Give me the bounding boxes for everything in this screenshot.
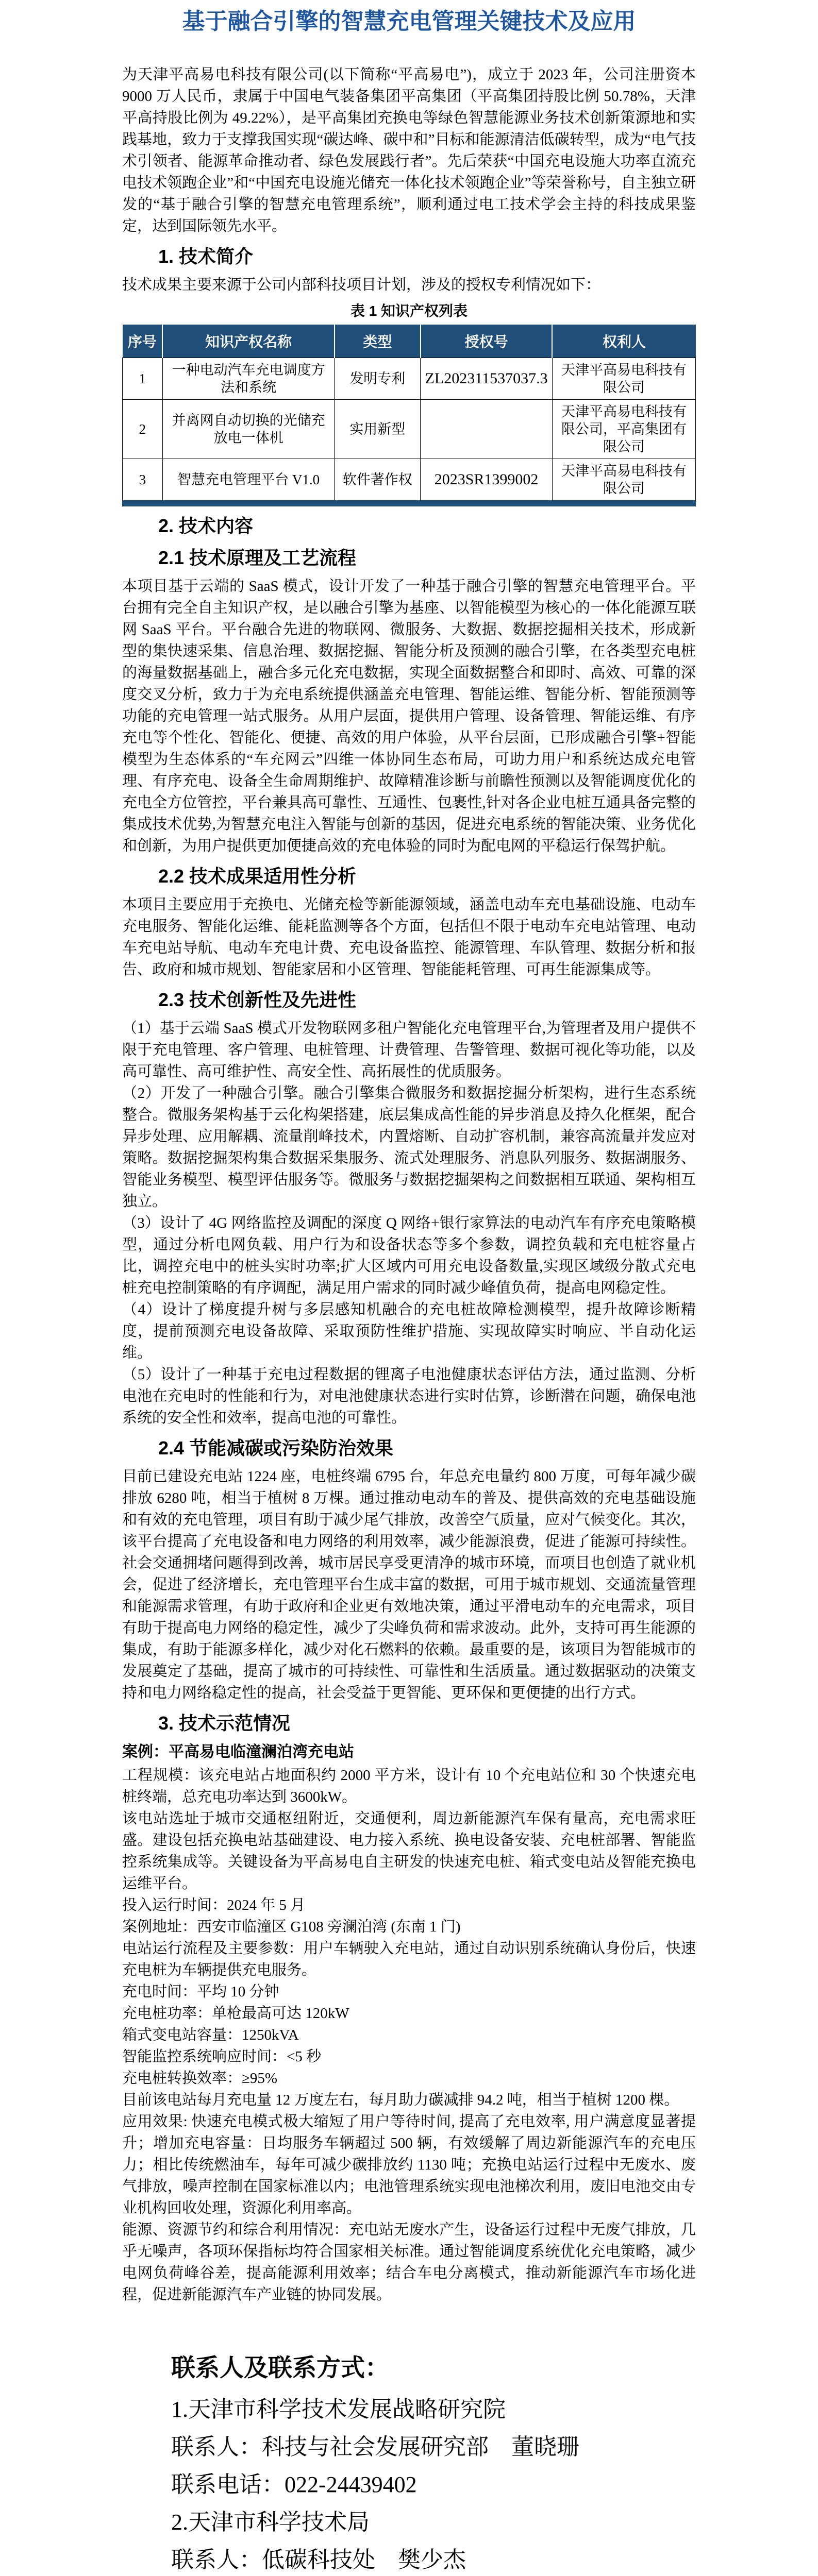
col-header-ip-name: 知识产权名称	[162, 325, 335, 358]
cell-ip-name: 并离网自动切换的光储充放电一体机	[162, 400, 335, 459]
section-2-heading: 2. 技术内容	[158, 515, 254, 536]
col-header-type: 类型	[335, 325, 421, 358]
cell-grant-no: 2023SR1399002	[421, 459, 553, 504]
table-header-row	[123, 325, 696, 358]
col-header-owner: 权利人	[552, 325, 695, 358]
case-title: 案例：平高易电临潼澜泊湾充电站	[122, 1743, 354, 1760]
section-2-2-heading: 2.2 技术成果适用性分析	[158, 866, 357, 887]
case-paragraph-application-effect: 应用效果: 快速充电模式极大缩短了用户等待时间, 提高了充电效率, 用户满意度显著提升；增加充电容量：日均服务车辆超过 500 辆，有效缓解了周边新能源汽车的充电压力；相比传统燃油车，每年可减少碳排放约 1130 吨；充换电站运行过程中无废水、废气排放，噪声控制在国家标准以内；电池管理系统实现电池梯次利用，废旧电池交由专业机构回收处理，资源化利用率高。	[122, 2113, 696, 2216]
cell-index: 2	[123, 400, 163, 459]
contact-phone-1: 联系电话：022-24439402	[171, 2472, 417, 2497]
innovation-item-1: （1）基于云端 SaaS 模式开发物联网多租户智能化充电管理平台,为管理者及用户提供不限于充电管理、客户管理、电桩管理、计费管理、告警管理、数据可视化等功能，以及高可靠性、高可维护性、高安全性、高拓展性的优质服务。	[122, 1020, 696, 1080]
section-2-4-heading: 2.4 节能减碳或污染防治效果	[158, 1437, 394, 1459]
case-paragraph-pile-power: 充电桩功率：单枪最高可达 120kW	[122, 2005, 349, 2022]
contact-section	[122, 2349, 696, 2576]
case-paragraph-resource-saving: 能源、资源节约和综合利用情况：充电站无废水产生，设备运行过程中无废气排放，几乎无噪声，各项环保指标均符合国家相关标准。通过智能调度系统优化充电策略，减少电网负荷峰谷差，提高能源利用效率；结合车电分离模式，推动新能源汽车市场化进程，促进新能源汽车产业链的协同发展。	[122, 2222, 696, 2303]
cell-grant-no	[421, 400, 553, 459]
section-2-1-heading: 2.1 技术原理及工艺流程	[158, 547, 357, 568]
section-1-lead: 技术成果主要来源于公司内部科技项目计划，涉及的授权专利情况如下：	[122, 277, 601, 293]
table-caption: 表 1 知识产权列表	[350, 303, 468, 319]
ip-rights-table	[122, 325, 696, 506]
cell-owner: 天津平高易电科技有限公司	[552, 459, 695, 504]
case-paragraph-monthly-stats: 目前该电站每月充电量 12 万度左右，每月助力碳减排 94.2 吨，相当于植树 1200 棵。	[122, 2092, 679, 2108]
innovation-item-4: （4）设计了梯度提升树与多层感知机融合的充电桩故障检测模型，提升故障诊断精度，提前预测充电设备故障、采取预防性维护措施、实现故障实时响应、半自动化运维。	[122, 1301, 696, 1361]
section-2-3-heading: 2.3 技术创新性及先进性	[158, 989, 357, 1010]
case-paragraph-charge-time: 充电时间：平均 10 分钟	[122, 1984, 279, 2000]
section-1-heading: 1. 技术简介	[158, 246, 254, 267]
table-row	[123, 400, 696, 459]
cell-ip-name: 智慧充电管理平台 V1.0	[162, 459, 335, 504]
case-paragraph-monitor-response: 智能监控系统响应时间：<5 秒	[122, 2048, 322, 2065]
contact-org-2: 2.天津市科学技术局	[171, 2510, 370, 2535]
cell-index: 1	[123, 358, 163, 400]
section-2-4-body: 目前已建设充电站 1224 座，电桩终端 6795 台，年总充电量约 800 万度，可每年减少碳排放 6280 吨，相当于植树 8 万棵。通过推动电动车的普及、提供高效的充电基础设施和有效的充电管理，项目有助于减少尾气排放，改善空气质量，应对气候变化。其次，该平台提高了充电设备和电力网络的利用效率，减少能源浪费，促进了能源可持续性。社会交通拥堵问题得到改善，城市居民享受更清净的城市环境，而项目也创造了就业机会，促进了经济增长，充电管理平台生成丰富的数据，可用于城市规划、交通流量管理和能源需求管理，有助于政府和企业更有效地决策，通过平滑电动车的充电需求，项目有助于提高电力网络的稳定性，减少了尖峰负荷和需求波动。此外，支持可再生能源的集成，有助于能源多样化，减少对化石燃料的依赖。最重要的是，该项目为智能城市的发展奠定了基础，提高了城市的可持续性、可靠性和生活质量。通过数据驱动的决策支持和电力网络稳定性的提高，社会受益于更智能、更环保和更便捷的出行方式。	[122, 1468, 696, 1701]
innovation-item-5: （5）设计了一种基于充电过程数据的锂离子电池健康状态评估方法，通过监测、分析电池在充电时的性能和行为，对电池健康状态进行实时估算，诊断潜在问题，确保电池系统的安全性和效率，提高电池的可靠性。	[122, 1366, 696, 1426]
cell-owner: 天津平高易电科技有限公司	[552, 358, 695, 400]
contact-person-1: 联系人：科技与社会发展研究部 董晓珊	[171, 2434, 579, 2460]
case-paragraph-efficiency: 充电桩转换效率：≥95%	[122, 2070, 278, 2087]
innovation-item-3: （3）设计了 4G 网络监控及调配的深度 Q 网络+银行家算法的电动汽车有序充电策略模型，通过分析电网负载、用户行为和设备状态等多个参数，调控负载和充电桩容量占比，调控充电中的桩头实时功率;扩大区域内可用充电设备数量,实现区域级分散式充电桩充电控制策略的有序调配，满足用户需求的同时减少峰值负荷，提高电网稳定性。	[122, 1215, 696, 1296]
table-row	[123, 459, 696, 504]
case-paragraph-siting: 该电站选址于城市交通枢纽附近，交通便利，周边新能源汽车保有量高，充电需求旺盛。建设包括充换电站基础建设、电力接入系统、换电设备安装、充电桩部署、智能监控系统集成等。关键设备为平高易电自主研发的快速充电桩、箱式变电站及智能充换电运维平台。	[122, 1810, 696, 1892]
cell-type: 发明专利	[335, 358, 421, 400]
case-paragraph-address: 案例地址：西安市临潼区 G108 旁澜泊湾 (东南 1 门)	[122, 1919, 461, 1935]
section-3-heading: 3. 技术示范情况	[158, 1713, 291, 1734]
section-2-1-body: 本项目基于云端的 SaaS 模式，设计开发了一种基于融合引擎的智慧充电管理平台。平台拥有完全自主知识产权，是以融合引擎为基座、以智能模型为核心的一体化能源互联网 SaaS 平台。平台融合先进的物联网、微服务、大数据、数据挖掘相关技术，形成新型的集快速采集、信息治理、数据挖掘、智能分析及预测的融合引擎，在各类型充电桩的海量数据基础上，融合多元化充电数据，实现全面数据整合和即时、高效、可靠的深度交叉分析，致力于为充电系统提供涵盖充电管理、智能运维、智能分析、智能预测等功能的充电管理一站式服务。从用户层面，提供用户管理、设备管理、智能运维、有序充电等个性化、智能化、便捷、高效的用户体验，从平台层面，已形成融合引擎+智能模型为生态体系的“车充网云”四维一体协同生态布局，可助力用户和系统达成充电管理、有序充电、设备全生命周期维护、故障精准诊断与前瞻性预测以及智能调度优化的充电全方位管控，平台兼具高可靠性、互通性、包裹性,针对各企业电桩互通具备完整的集成技术优势,为智慧充电注入智能与创新的基因，促进充电系统的智能决策、业务优化和创新，为用户提供更加便捷高效的充电体验的同时为配电网的平稳运行保驾护航。	[122, 578, 696, 854]
case-paragraph-substation-capacity: 箱式变电站容量：1250kVA	[122, 2027, 299, 2043]
section-2-2-body: 本项目主要应用于充换电、光储充检等新能源领域，涵盖电动车充电基础设施、电动车充电服务、智能化运维、能耗监测等各个方面，包括但不限于电动车充电站管理、电动车充电站导航、电动车充电计费、充电设备监控、能源管理、车队管理、数据分析和报告、政府和城市规划、智能家居和小区管理、智能能耗管理、可再生能源集成等。	[122, 896, 696, 978]
col-header-index: 序号	[123, 325, 163, 358]
col-header-grant-no: 授权号	[421, 325, 553, 358]
case-paragraph-operation-date: 投入运行时间：2024 年 5 月	[122, 1897, 306, 1913]
innovation-item-2: （2）开发了一种融合引擎。融合引擎集合微服务和数据挖掘分析架构，进行生态系统整合。微服务架构基于云化构架搭建，底层集成高性能的异步消息及持久化框架，配合异步处理、应用解耦、流量削峰技术，内置熔断、自动扩容机制，兼容高流量并发应对策略。数据挖掘架构集合数据采集服务、流式处理服务、消息队列服务、数据湖服务、智能业务模型、模型评估服务等。微服务与数据挖掘架构之间数据相互联通、架构相互独立。	[122, 1085, 696, 1210]
contact-person-2: 联系人：低碳科技处 樊少杰	[171, 2547, 466, 2572]
case-paragraph-scale: 工程规模：该充电站占地面积约 2000 平方米，设计有 10 个充电站位和 30 个快速充电桩终端，总充电功率达到 3600kW。	[122, 1767, 696, 1805]
doc-title: 基于融合引擎的智慧充电管理关键技术及应用	[182, 9, 636, 34]
cell-owner: 天津平高易电科技有限公司，平高集团有限公司	[552, 400, 695, 459]
contact-heading: 联系人及联系方式：	[171, 2354, 389, 2381]
cell-ip-name: 一种电动汽车充电调度方法和系统	[162, 358, 335, 400]
cell-type: 实用新型	[335, 400, 421, 459]
cell-index: 3	[123, 459, 163, 504]
case-paragraph-process: 电站运行流程及主要参数：用户车辆驶入充电站，通过自动识别系统确认身份后，快速充电桩为车辆提供充电服务。	[122, 1940, 696, 1978]
table-row	[123, 358, 696, 400]
intro-paragraph: 为天津平高易电科技有限公司(以下简称“平高易电”)，成立于 2023 年，公司注册资本 9000 万人民币，隶属于中国电气装备集团平高集团（平高集团持股比例 50.78%，天津平高持股比例为 49.22%），是平高集团充换电等绿色智慧能源业务技术创新策源地和实践基地，致力于支撑我国实现“碳达峰、碳中和”目标和能源清洁低碳转型，成为“电气技术引领者、能源革命推动者、绿色发展践行者”。先后荣获“中国充电设施大功率直流充电技术领跑企业”和“中国充电设施光储充一体化技术领跑企业”等荣誉称号，自主独立研发的“基于融合引擎的智慧充电管理系统”，顺利通过电工技术学会主持的科技成果鉴定，达到国际领先水平。	[122, 66, 696, 234]
cell-grant-no: ZL202311537037.3	[421, 358, 553, 400]
contact-org-1: 1.天津市科学技术发展战略研究院	[171, 2397, 506, 2422]
cell-type: 软件著作权	[335, 459, 421, 504]
